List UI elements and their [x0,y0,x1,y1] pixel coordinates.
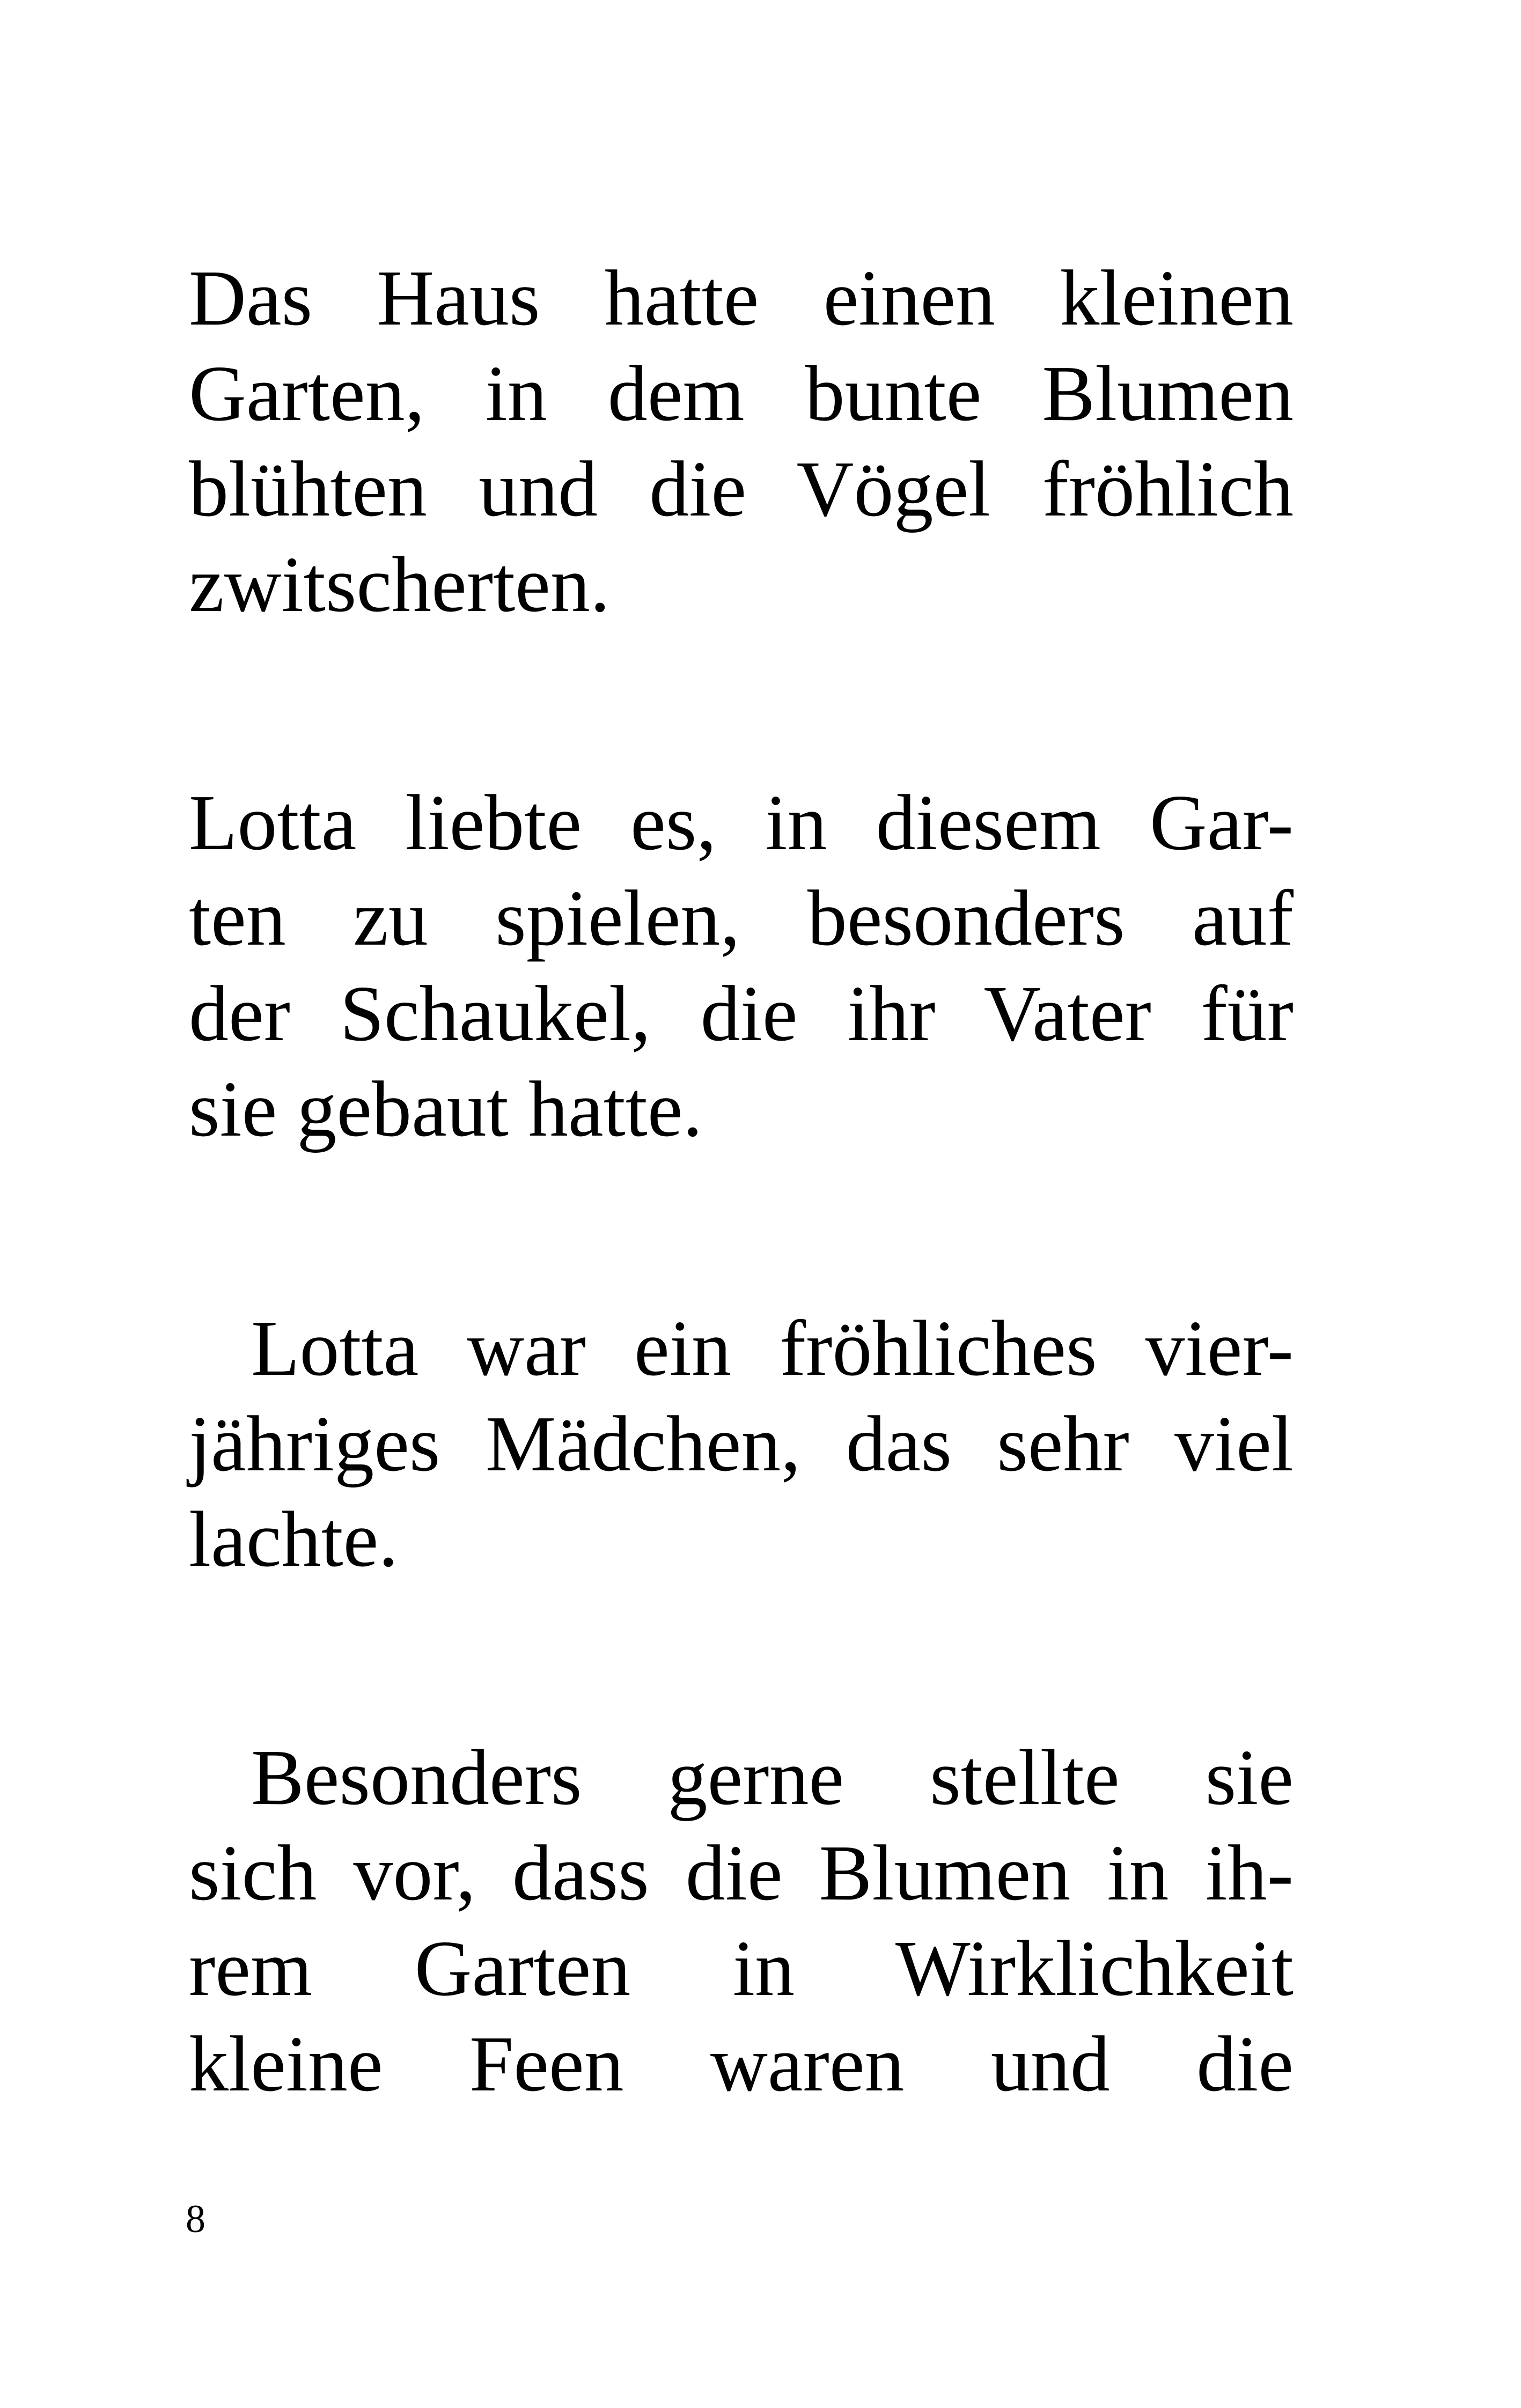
text-line: rem Garten in Wirklichkeit [189,1925,1294,2013]
text-line: jähriges Mädchen, das sehr viel [189,1400,1294,1488]
page-number: 8 [186,2197,205,2241]
text-line: sich vor, dass die Blumen in ih- [189,1829,1294,1917]
text-line: Besonders gerne stellte sie [251,1734,1294,1822]
text-line: Lotta war ein fröhliches vier- [251,1305,1294,1393]
text-line: Lotta liebte es, in diesem Gar- [189,779,1294,867]
text-line: sie gebaut hatte. [189,1065,703,1153]
text-line: kleine Feen waren und die [189,2020,1294,2108]
text-line: blühten und die Vögel fröhlich [189,445,1294,533]
text-line: ten zu spielen, besonders auf [189,874,1294,962]
text-line: der Schaukel, die ihr Vater für [189,970,1294,1058]
text-line: Das Haus hatte einen kleinen [189,254,1294,342]
text-line: lachte. [189,1496,399,1584]
text-line: Garten, in dem bunte Blumen [189,350,1294,438]
text-line: zwitscherten. [189,541,610,629]
